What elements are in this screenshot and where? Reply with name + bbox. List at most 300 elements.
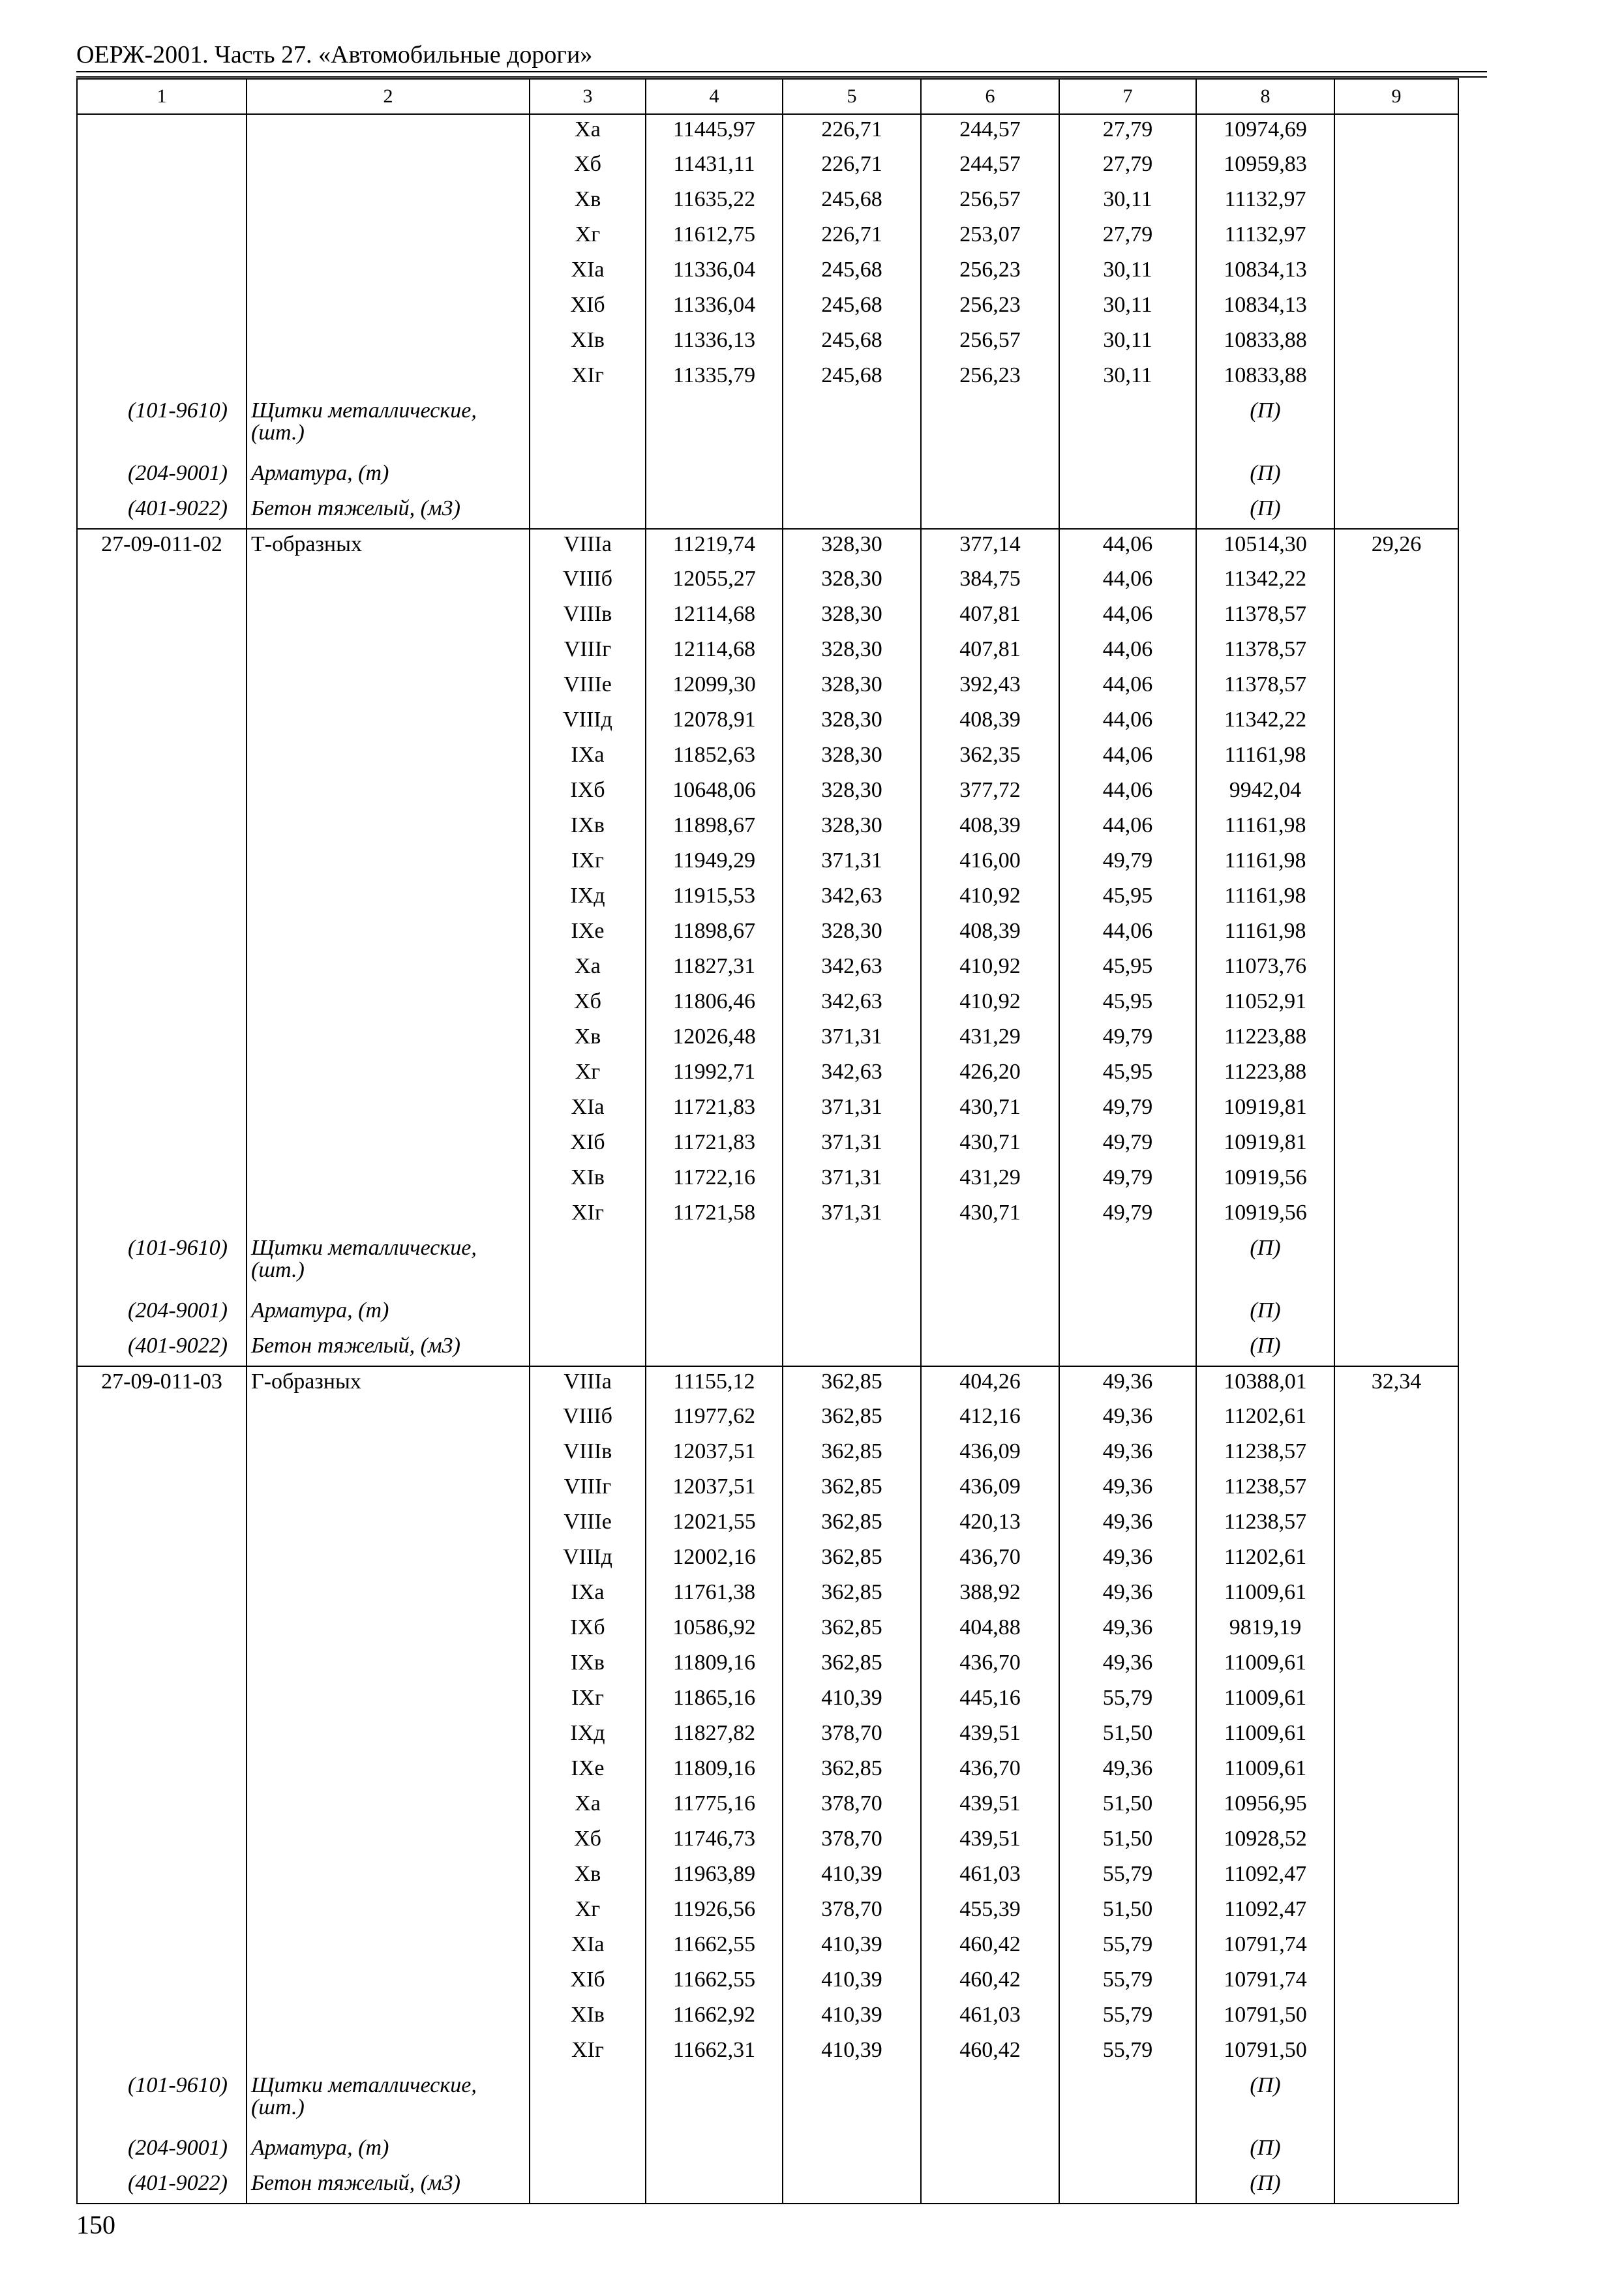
materials-cell: 11009,61 — [1196, 1578, 1334, 1613]
empty-cell — [1334, 149, 1458, 185]
materials-cell: 10834,13 — [1196, 255, 1334, 290]
empty-cell — [77, 1507, 247, 1542]
zone-cell: Xa — [530, 114, 646, 149]
column-number: 5 — [783, 79, 921, 114]
wages-cell: 328,30 — [783, 705, 921, 740]
zone-cell: IXв — [530, 811, 646, 846]
empty-cell — [77, 255, 247, 290]
table-row — [77, 705, 1458, 740]
machinist-wages-cell: 30,11 — [1059, 361, 1196, 396]
table-row — [77, 1718, 1458, 1754]
machinist-wages-cell: 30,11 — [1059, 255, 1196, 290]
machines-cell: 431,29 — [921, 1163, 1059, 1198]
direct-cost-cell: 11915,53 — [646, 881, 783, 916]
direct-cost-cell: 11898,67 — [646, 916, 783, 951]
wages-cell: 362,85 — [783, 1578, 921, 1613]
empty-cell — [77, 811, 247, 846]
materials-cell: 11223,88 — [1196, 1022, 1334, 1057]
empty-cell — [530, 2071, 646, 2133]
machines-cell: 430,71 — [921, 1092, 1059, 1128]
empty-cell — [530, 1296, 646, 1331]
table-row — [77, 1163, 1458, 1198]
column-number: 6 — [921, 79, 1059, 114]
machinist-wages-cell: 55,79 — [1059, 1859, 1196, 1894]
direct-cost-cell: 11827,31 — [646, 951, 783, 987]
materials-cell: 11009,61 — [1196, 1683, 1334, 1718]
empty-cell — [247, 1613, 530, 1648]
materials-cell: 10833,88 — [1196, 325, 1334, 361]
empty-cell — [77, 149, 247, 185]
machines-cell: 460,42 — [921, 1965, 1059, 2000]
resource-code: (204-9001) — [77, 2133, 247, 2168]
resource-row — [77, 2168, 1458, 2204]
machines-cell: 404,26 — [921, 1366, 1059, 1401]
wages-cell: 371,31 — [783, 1198, 921, 1233]
wages-cell: 362,85 — [783, 1507, 921, 1542]
direct-cost-cell: 10648,06 — [646, 775, 783, 811]
table-row — [77, 1437, 1458, 1472]
empty-cell — [247, 325, 530, 361]
resource-code: (401-9022) — [77, 2168, 247, 2204]
empty-cell — [921, 1331, 1059, 1366]
wages-cell: 362,85 — [783, 1542, 921, 1578]
wages-cell: 410,39 — [783, 1930, 921, 1965]
zone-cell: XIг — [530, 361, 646, 396]
empty-cell — [921, 458, 1059, 494]
materials-cell: 11161,98 — [1196, 811, 1334, 846]
empty-cell — [1334, 220, 1458, 255]
materials-cell: 11378,57 — [1196, 670, 1334, 705]
empty-cell — [247, 2035, 530, 2071]
empty-cell — [1059, 458, 1196, 494]
zone-cell: Xб — [530, 1824, 646, 1859]
materials-cell: 11132,97 — [1196, 220, 1334, 255]
direct-cost-cell: 11336,04 — [646, 290, 783, 325]
direct-cost-cell: 11852,63 — [646, 740, 783, 775]
zone-cell: VIIIб — [530, 564, 646, 599]
empty-cell — [1334, 325, 1458, 361]
empty-cell — [1334, 1965, 1458, 2000]
machines-cell: 410,92 — [921, 951, 1059, 987]
machines-cell: 410,92 — [921, 987, 1059, 1022]
materials-cell: 10959,83 — [1196, 149, 1334, 185]
zone-cell: IXб — [530, 775, 646, 811]
empty-cell — [77, 361, 247, 396]
direct-cost-cell: 12055,27 — [646, 564, 783, 599]
table-row — [77, 1022, 1458, 1057]
empty-cell — [247, 881, 530, 916]
empty-cell — [77, 1648, 247, 1683]
zone-cell: XIг — [530, 2035, 646, 2071]
column-number-row — [77, 79, 1458, 114]
materials-cell: 11161,98 — [1196, 881, 1334, 916]
empty-cell — [1334, 1128, 1458, 1163]
empty-cell — [77, 1965, 247, 2000]
zone-cell: Xг — [530, 220, 646, 255]
empty-cell — [77, 987, 247, 1022]
empty-cell — [921, 2168, 1059, 2204]
empty-cell — [1334, 1507, 1458, 1542]
materials-cell: 10833,88 — [1196, 361, 1334, 396]
empty-cell — [1334, 1578, 1458, 1613]
empty-cell — [1059, 396, 1196, 458]
table-row — [77, 114, 1458, 149]
direct-cost-cell: 11746,73 — [646, 1824, 783, 1859]
table-row — [77, 325, 1458, 361]
empty-cell — [1334, 951, 1458, 987]
table-row — [77, 635, 1458, 670]
empty-cell — [77, 325, 247, 361]
empty-cell — [1334, 846, 1458, 881]
direct-cost-cell: 11612,75 — [646, 220, 783, 255]
machines-cell: 407,81 — [921, 599, 1059, 635]
wages-cell: 410,39 — [783, 1965, 921, 2000]
wages-cell: 371,31 — [783, 1022, 921, 1057]
empty-cell — [530, 494, 646, 529]
empty-cell — [1334, 1894, 1458, 1930]
machines-cell: 388,92 — [921, 1578, 1059, 1613]
zone-cell: XIa — [530, 1930, 646, 1965]
empty-cell — [646, 2168, 783, 2204]
zone-cell: VIIIe — [530, 670, 646, 705]
wages-cell: 342,63 — [783, 881, 921, 916]
direct-cost-cell: 11898,67 — [646, 811, 783, 846]
machinist-wages-cell: 45,95 — [1059, 881, 1196, 916]
empty-cell — [1334, 255, 1458, 290]
machinist-wages-cell: 49,36 — [1059, 1472, 1196, 1507]
table-row — [77, 1366, 1458, 1401]
machinist-wages-cell: 49,79 — [1059, 1128, 1196, 1163]
empty-cell — [1334, 114, 1458, 149]
direct-cost-cell: 11635,22 — [646, 185, 783, 220]
empty-cell — [247, 564, 530, 599]
materials-cell: 10834,13 — [1196, 290, 1334, 325]
materials-cell: 11223,88 — [1196, 1057, 1334, 1092]
machinist-wages-cell: 49,36 — [1059, 1542, 1196, 1578]
resource-value: (П) — [1196, 2071, 1334, 2133]
materials-cell: 11342,22 — [1196, 705, 1334, 740]
wages-cell: 226,71 — [783, 114, 921, 149]
wages-cell: 328,30 — [783, 529, 921, 564]
machinist-wages-cell: 49,79 — [1059, 1092, 1196, 1128]
item-name: Г-образных — [247, 1366, 530, 1401]
machinist-wages-cell: 44,06 — [1059, 916, 1196, 951]
machinist-wages-cell: 44,06 — [1059, 635, 1196, 670]
empty-cell — [247, 1057, 530, 1092]
zone-cell: VIIIб — [530, 1401, 646, 1437]
wages-cell: 328,30 — [783, 811, 921, 846]
machinist-wages-cell: 45,95 — [1059, 987, 1196, 1022]
zone-cell: Xa — [530, 1789, 646, 1824]
empty-cell — [921, 1296, 1059, 1331]
empty-cell — [1334, 1198, 1458, 1233]
machines-cell: 455,39 — [921, 1894, 1059, 1930]
direct-cost-cell: 11992,71 — [646, 1057, 783, 1092]
empty-cell — [77, 740, 247, 775]
machines-cell: 439,51 — [921, 1789, 1059, 1824]
empty-cell — [1334, 494, 1458, 529]
machinist-wages-cell: 49,79 — [1059, 1198, 1196, 1233]
empty-cell — [530, 2168, 646, 2204]
empty-cell — [247, 149, 530, 185]
wages-cell: 371,31 — [783, 1163, 921, 1198]
wages-cell: 371,31 — [783, 1092, 921, 1128]
machinist-wages-cell: 44,06 — [1059, 740, 1196, 775]
wages-cell: 378,70 — [783, 1824, 921, 1859]
direct-cost-cell: 11335,79 — [646, 361, 783, 396]
empty-cell — [247, 185, 530, 220]
empty-cell — [1334, 1057, 1458, 1092]
zone-cell: XIб — [530, 1128, 646, 1163]
resource-code: (401-9022) — [77, 1331, 247, 1366]
wages-cell: 245,68 — [783, 290, 921, 325]
empty-cell — [1334, 775, 1458, 811]
table-row — [77, 1683, 1458, 1718]
materials-cell: 10956,95 — [1196, 1789, 1334, 1824]
machinist-wages-cell: 44,06 — [1059, 564, 1196, 599]
wages-cell: 245,68 — [783, 361, 921, 396]
empty-cell — [77, 1930, 247, 1965]
column-number: 9 — [1334, 79, 1458, 114]
table-row — [77, 740, 1458, 775]
empty-cell — [77, 1613, 247, 1648]
empty-cell — [1334, 916, 1458, 951]
materials-cell: 11132,97 — [1196, 185, 1334, 220]
wages-cell: 378,70 — [783, 1894, 921, 1930]
empty-cell — [77, 1198, 247, 1233]
materials-cell: 11009,61 — [1196, 1754, 1334, 1789]
resource-row — [77, 1331, 1458, 1366]
direct-cost-cell: 11827,82 — [646, 1718, 783, 1754]
empty-cell — [77, 1022, 247, 1057]
empty-cell — [1334, 1437, 1458, 1472]
empty-cell — [77, 1128, 247, 1163]
empty-cell — [247, 599, 530, 635]
empty-cell — [1334, 2168, 1458, 2204]
materials-cell: 10974,69 — [1196, 114, 1334, 149]
zone-cell: XIг — [530, 1198, 646, 1233]
empty-cell — [1334, 1296, 1458, 1331]
zone-cell: VIIIa — [530, 529, 646, 564]
table-row — [77, 1401, 1458, 1437]
machines-cell: 430,71 — [921, 1128, 1059, 1163]
direct-cost-cell: 11775,16 — [646, 1789, 783, 1824]
zone-cell: IXв — [530, 1648, 646, 1683]
empty-cell — [1334, 1613, 1458, 1648]
empty-cell — [77, 1578, 247, 1613]
empty-cell — [247, 1789, 530, 1824]
empty-cell — [530, 2133, 646, 2168]
wages-cell: 328,30 — [783, 775, 921, 811]
direct-cost-cell: 11963,89 — [646, 1859, 783, 1894]
empty-cell — [1334, 740, 1458, 775]
wages-cell: 371,31 — [783, 846, 921, 881]
machines-cell: 430,71 — [921, 1198, 1059, 1233]
empty-cell — [530, 458, 646, 494]
table-row — [77, 987, 1458, 1022]
empty-cell — [783, 1233, 921, 1296]
wages-cell: 328,30 — [783, 635, 921, 670]
empty-cell — [1334, 290, 1458, 325]
materials-cell: 11342,22 — [1196, 564, 1334, 599]
empty-cell — [247, 361, 530, 396]
table-row — [77, 811, 1458, 846]
materials-cell: 11092,47 — [1196, 1894, 1334, 1930]
resource-value: (П) — [1196, 396, 1334, 458]
materials-cell: 10928,52 — [1196, 1824, 1334, 1859]
zone-cell: VIIIд — [530, 1542, 646, 1578]
zone-cell: XIб — [530, 1965, 646, 2000]
resource-name: Арматура, (т) — [247, 458, 530, 494]
empty-cell — [247, 1930, 530, 1965]
table-row — [77, 951, 1458, 987]
machines-cell: 256,23 — [921, 361, 1059, 396]
machines-cell: 460,42 — [921, 2035, 1059, 2071]
resource-code: (101-9610) — [77, 1233, 247, 1296]
empty-cell — [1059, 1233, 1196, 1296]
wages-cell: 410,39 — [783, 2035, 921, 2071]
machinist-wages-cell: 44,06 — [1059, 705, 1196, 740]
empty-cell — [77, 564, 247, 599]
empty-cell — [1334, 2071, 1458, 2133]
empty-cell — [77, 1754, 247, 1789]
resource-code: (101-9610) — [77, 396, 247, 458]
empty-cell — [77, 635, 247, 670]
machinist-wages-cell: 30,11 — [1059, 185, 1196, 220]
table-row — [77, 1128, 1458, 1163]
zone-cell: VIIIa — [530, 1366, 646, 1401]
machinist-wages-cell: 27,79 — [1059, 149, 1196, 185]
resource-value: (П) — [1196, 458, 1334, 494]
direct-cost-cell: 11722,16 — [646, 1163, 783, 1198]
machines-cell: 460,42 — [921, 1930, 1059, 1965]
empty-cell — [247, 951, 530, 987]
zone-cell: XIб — [530, 290, 646, 325]
empty-cell — [1334, 564, 1458, 599]
machines-cell: 436,70 — [921, 1542, 1059, 1578]
materials-cell: 11238,57 — [1196, 1472, 1334, 1507]
machinist-wages-cell: 45,95 — [1059, 951, 1196, 987]
empty-cell — [646, 494, 783, 529]
direct-cost-cell: 11761,38 — [646, 1578, 783, 1613]
machinist-wages-cell: 49,36 — [1059, 1648, 1196, 1683]
direct-cost-cell: 11662,55 — [646, 1930, 783, 1965]
zone-cell: IXб — [530, 1613, 646, 1648]
empty-cell — [1334, 1648, 1458, 1683]
direct-cost-cell: 12114,68 — [646, 599, 783, 635]
zone-cell: Xв — [530, 1022, 646, 1057]
direct-cost-cell: 11445,97 — [646, 114, 783, 149]
empty-cell — [247, 220, 530, 255]
empty-cell — [247, 916, 530, 951]
labor-cost-cell: 29,26 — [1334, 529, 1458, 564]
machinist-wages-cell: 55,79 — [1059, 1965, 1196, 2000]
empty-cell — [1334, 670, 1458, 705]
table-row — [77, 564, 1458, 599]
empty-cell — [1334, 1718, 1458, 1754]
empty-cell — [1334, 987, 1458, 1022]
rates-table — [76, 78, 1459, 2204]
resource-code: (204-9001) — [77, 458, 247, 494]
machinist-wages-cell: 49,79 — [1059, 846, 1196, 881]
labor-cost-cell: 32,34 — [1334, 1366, 1458, 1401]
column-number: 3 — [530, 79, 646, 114]
materials-cell: 10791,50 — [1196, 2000, 1334, 2035]
empty-cell — [77, 290, 247, 325]
empty-cell — [247, 1437, 530, 1472]
empty-cell — [77, 846, 247, 881]
machines-cell: 377,72 — [921, 775, 1059, 811]
direct-cost-cell: 11431,11 — [646, 149, 783, 185]
wages-cell: 328,30 — [783, 564, 921, 599]
empty-cell — [247, 1128, 530, 1163]
machines-cell: 436,09 — [921, 1472, 1059, 1507]
item-code: 27-09-011-02 — [77, 529, 247, 564]
wages-cell: 245,68 — [783, 185, 921, 220]
wages-cell: 410,39 — [783, 1683, 921, 1718]
empty-cell — [247, 811, 530, 846]
materials-cell: 11202,61 — [1196, 1401, 1334, 1437]
empty-cell — [530, 1331, 646, 1366]
direct-cost-cell: 11806,46 — [646, 987, 783, 1022]
empty-cell — [646, 396, 783, 458]
machinist-wages-cell: 51,50 — [1059, 1718, 1196, 1754]
column-number: 4 — [646, 79, 783, 114]
empty-cell — [1334, 1930, 1458, 1965]
table-row — [77, 290, 1458, 325]
empty-cell — [77, 2000, 247, 2035]
machines-cell: 392,43 — [921, 670, 1059, 705]
resource-name: Арматура, (т) — [247, 1296, 530, 1331]
direct-cost-cell: 12099,30 — [646, 670, 783, 705]
wages-cell: 328,30 — [783, 740, 921, 775]
materials-cell: 9942,04 — [1196, 775, 1334, 811]
empty-cell — [77, 1894, 247, 1930]
empty-cell — [77, 1092, 247, 1128]
empty-cell — [783, 1296, 921, 1331]
empty-cell — [1334, 1824, 1458, 1859]
resource-name: Бетон тяжелый, (м3) — [247, 494, 530, 529]
empty-cell — [921, 494, 1059, 529]
wages-cell: 328,30 — [783, 916, 921, 951]
wages-cell: 410,39 — [783, 1859, 921, 1894]
direct-cost-cell: 11219,74 — [646, 529, 783, 564]
empty-cell — [77, 1718, 247, 1754]
empty-cell — [77, 2035, 247, 2071]
machines-cell: 408,39 — [921, 916, 1059, 951]
machinist-wages-cell: 44,06 — [1059, 529, 1196, 564]
machines-cell: 431,29 — [921, 1022, 1059, 1057]
zone-cell: IXa — [530, 1578, 646, 1613]
machines-cell: 407,81 — [921, 635, 1059, 670]
table-row — [77, 361, 1458, 396]
empty-cell — [247, 1401, 530, 1437]
machines-cell: 362,35 — [921, 740, 1059, 775]
wages-cell: 378,70 — [783, 1718, 921, 1754]
empty-cell — [247, 1472, 530, 1507]
materials-cell: 10514,30 — [1196, 529, 1334, 564]
table-row — [77, 1859, 1458, 1894]
materials-cell: 11161,98 — [1196, 916, 1334, 951]
materials-cell: 11238,57 — [1196, 1507, 1334, 1542]
empty-cell — [1334, 881, 1458, 916]
empty-cell — [1334, 1542, 1458, 1578]
direct-cost-cell: 11809,16 — [646, 1648, 783, 1683]
machinist-wages-cell: 49,36 — [1059, 1401, 1196, 1437]
machines-cell: 408,39 — [921, 811, 1059, 846]
materials-cell: 11378,57 — [1196, 635, 1334, 670]
resource-row — [77, 2071, 1458, 2133]
